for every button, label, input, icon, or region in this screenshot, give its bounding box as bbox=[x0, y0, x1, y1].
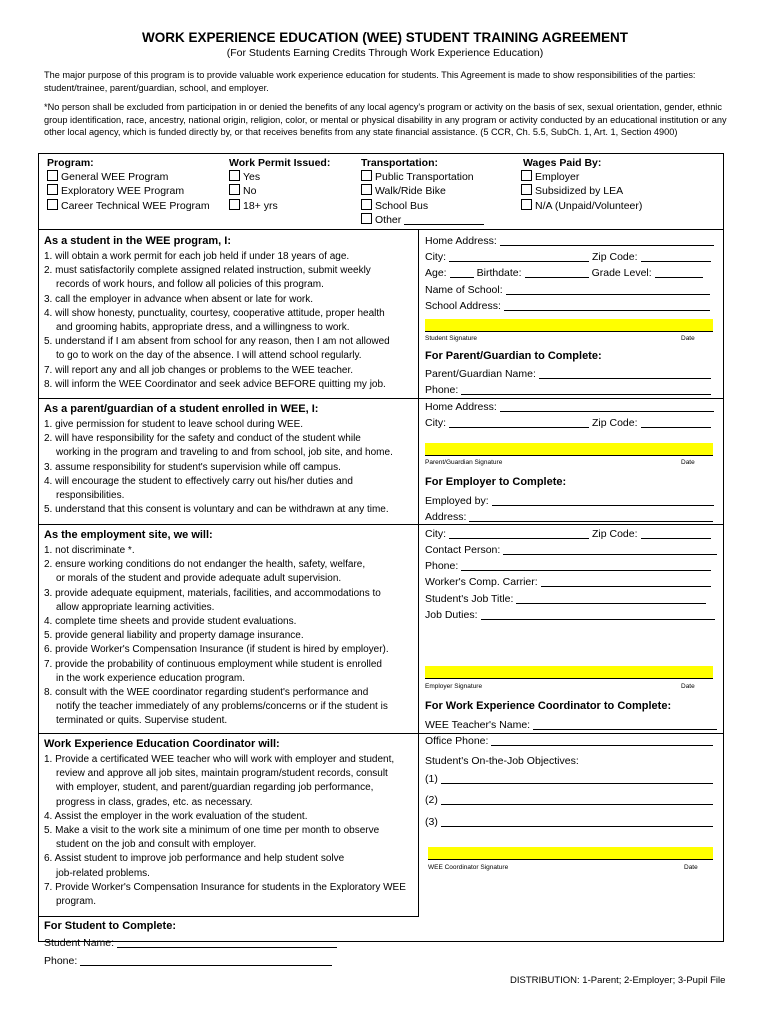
transportation-heading: Transportation: bbox=[361, 157, 439, 169]
student-age-input[interactable] bbox=[450, 266, 474, 278]
parent-name-input[interactable] bbox=[539, 367, 711, 379]
student-name-input[interactable] bbox=[117, 936, 337, 948]
list-item: 1. Provide a certificated WEE teacher who will work with employer and student, bbox=[44, 754, 395, 765]
coordinator-heading: Work Experience Education Coordinator will: bbox=[44, 738, 280, 750]
permit-18plus-checkbox[interactable] bbox=[229, 199, 240, 210]
school-address-input[interactable] bbox=[504, 299, 710, 311]
permit-yes-checkbox[interactable] bbox=[229, 170, 240, 181]
objective-3-input[interactable] bbox=[441, 815, 713, 827]
list-item: 5. Make a visit to the work site a minimum of one time per month to observe bbox=[44, 825, 380, 837]
student-heading: As a student in the WEE program, I: bbox=[44, 235, 232, 247]
employer-section bbox=[44, 529, 416, 729]
comp-carrier-input[interactable] bbox=[541, 575, 711, 587]
employer-address-input[interactable] bbox=[469, 510, 713, 522]
employer-zip-input[interactable] bbox=[641, 527, 711, 539]
list-item: in the work experience education program. bbox=[56, 672, 245, 684]
student-complete-heading: For Student to Complete: bbox=[44, 920, 176, 932]
list-item: program. bbox=[56, 896, 97, 908]
teacher-name-input[interactable] bbox=[533, 718, 717, 730]
program-options: Program: General WEE Program Exploratory WEE Program Career Technical WEE Program bbox=[47, 156, 227, 213]
program-general-checkbox[interactable] bbox=[47, 170, 58, 181]
list-item: review and approve all job sites, maintain program/student records, consult bbox=[56, 768, 388, 780]
distribution-note: DISTRIBUTION: 1-Parent; 2-Employer; 3-Pupil File bbox=[510, 975, 726, 986]
wages-heading: Wages Paid By: bbox=[523, 157, 602, 169]
list-item: terminated or quits. Supervise student. bbox=[56, 715, 228, 727]
parent-complete-heading: For Parent/Guardian to Complete: bbox=[425, 350, 602, 362]
list-item: responsibilities. bbox=[56, 490, 125, 502]
school-name-input[interactable] bbox=[506, 283, 710, 295]
purpose-paragraph: The major purpose of this program is to provide valuable work experience education for students. This Agreement is made to show responsibilities of the parties: student/trainee, parent/guardian, school, and employer. bbox=[44, 70, 696, 93]
parent-signature-field[interactable] bbox=[425, 443, 713, 456]
list-item: 3. call the employer in advance when absent or late for work. bbox=[44, 293, 314, 305]
objective-1-input[interactable] bbox=[441, 772, 713, 784]
job-duties-input[interactable] bbox=[481, 608, 715, 620]
wages-employer-checkbox[interactable] bbox=[521, 170, 532, 181]
transport-other-input[interactable] bbox=[404, 213, 484, 225]
list-item: 5. understand if I am absent from school for any reason, then I am not allowed bbox=[44, 336, 390, 348]
transport-other-checkbox[interactable] bbox=[361, 213, 372, 224]
work-permit-heading: Work Permit Issued: bbox=[229, 157, 331, 169]
wages-options: Wages Paid By: Employer Subsidized by LEA N/A (Unpaid/Volunteer) bbox=[521, 156, 711, 213]
student-zip-input[interactable] bbox=[641, 250, 711, 262]
list-item: 5. provide general liability and property damage insurance. bbox=[44, 630, 304, 642]
parent-phone-input[interactable] bbox=[461, 383, 711, 395]
list-item: notify the teacher immediately of any problems/concerns or if the student is bbox=[56, 701, 388, 713]
nondiscrimination-paragraph: *No person shall be excluded from participation in or denied the benefits of any local agency's program or activity on the basis of sex, sexual orientation, gender, ethnic group identification, race, ancestry, national origin, religion, color, or mental or physical disability in any program or activity conducted by an educational institution or any other local agency, which is funded directly by, or that receives benefits from any state financial assistance. (5 CCR, Ch. 5.5, SubCh. 1, Art. 1, Section 4900) bbox=[44, 102, 727, 138]
objective-2-input[interactable] bbox=[441, 793, 713, 805]
student-birthdate-input[interactable] bbox=[525, 266, 589, 278]
employer-city-input[interactable] bbox=[449, 527, 589, 539]
parent-heading: As a parent/guardian of a student enrolled in WEE, I: bbox=[44, 403, 319, 415]
list-item: 8. will inform the WEE Coordinator and seek advice BEFORE quitting my job. bbox=[44, 378, 386, 390]
page-title: WORK EXPERIENCE EDUCATION (WEE) STUDENT TRAINING AGREEMENT bbox=[141, 30, 628, 45]
student-complete-section: For Student to Complete: Student Name: Phone: bbox=[44, 920, 416, 967]
student-signature-field[interactable] bbox=[425, 319, 713, 332]
list-item: job-related problems. bbox=[56, 867, 150, 879]
program-heading: Program: bbox=[47, 157, 94, 169]
coordinator-signature-field[interactable] bbox=[428, 847, 713, 860]
list-item: 4. will encourage the student to effectively carry out his/her duties and bbox=[44, 475, 353, 487]
employer-complete-heading: For Employer to Complete: bbox=[425, 476, 567, 488]
parent-section bbox=[44, 403, 416, 517]
list-item: or morals of the student and provide adequate adult supervision. bbox=[56, 573, 342, 585]
parent-home-address-input[interactable] bbox=[500, 400, 714, 412]
list-item: and grooming habits, appropriate dress, and a willingness to work. bbox=[56, 322, 350, 334]
transport-walk-bike-checkbox[interactable] bbox=[361, 184, 372, 195]
employer-heading: As the employment site, we will: bbox=[44, 529, 213, 541]
list-item: allow appropriate learning activities. bbox=[56, 601, 215, 613]
job-title-input[interactable] bbox=[516, 592, 706, 604]
transportation-options: Transportation: Public Transportation Walk/Ride Bike School Bus Other bbox=[361, 156, 521, 227]
student-section bbox=[44, 235, 416, 392]
list-item: 3. assume responsibility for student's supervision while off campus. bbox=[44, 461, 341, 473]
list-item: 3. provide adequate equipment, materials, facilities, and accommodations to bbox=[44, 587, 381, 599]
transport-public-checkbox[interactable] bbox=[361, 170, 372, 181]
objectives-label: Student's On-the-Job Objectives: bbox=[425, 755, 579, 767]
employer-signature-field[interactable] bbox=[425, 666, 713, 679]
employed-by-input[interactable] bbox=[492, 494, 714, 506]
list-item: 7. Provide Worker's Compensation Insurance for students in the Exploratory WEE bbox=[44, 881, 406, 893]
list-item: 7. will report any and all job changes or problems to the WEE teacher. bbox=[44, 364, 354, 376]
list-item: 4. complete time sheets and provide student evaluations. bbox=[44, 616, 297, 628]
coordinator-complete-heading: For Work Experience Coordinator to Complete: bbox=[425, 700, 672, 712]
list-item: 4. will show honesty, punctuality, courtesy, cooperative attitude, proper health bbox=[44, 307, 385, 319]
list-item: student on the job and consult with employer. bbox=[56, 839, 257, 851]
list-item: 6. provide Worker's Compensation Insurance (if student is hired by employer). bbox=[44, 644, 389, 656]
list-item: to go to work on the day of the absence. I will attend school regularly. bbox=[56, 350, 362, 362]
work-permit-options: Work Permit Issued: Yes No 18+ yrs bbox=[229, 156, 359, 213]
list-item: 2. will have responsibility for the safety and conduct of the student while bbox=[44, 433, 361, 445]
program-exploratory-checkbox[interactable] bbox=[47, 184, 58, 195]
parent-zip-input[interactable] bbox=[641, 416, 711, 428]
wages-lea-checkbox[interactable] bbox=[521, 184, 532, 195]
list-item: 6. Assist student to improve job performance and help student solve bbox=[44, 853, 345, 865]
list-item: with employer, student, and parent/guardian regarding job performance, bbox=[56, 782, 374, 794]
list-item: 5. understand that this consent is voluntary and can be withdrawn at any time. bbox=[44, 504, 389, 516]
list-item: 1. will obtain a work permit for each job held if under 18 years of age. bbox=[44, 251, 350, 262]
contact-person-input[interactable] bbox=[503, 543, 717, 555]
list-item: 8. consult with the WEE coordinator regarding student's performance and bbox=[44, 687, 369, 699]
list-item: 1. give permission for student to leave school during WEE. bbox=[44, 419, 304, 430]
page-subtitle: (For Students Earning Credits Through Work Experience Education) bbox=[226, 47, 544, 59]
permit-no-checkbox[interactable] bbox=[229, 184, 240, 195]
list-item: progress in class, grades, etc. as necessary. bbox=[56, 796, 253, 808]
list-item: 2. ensure working conditions do not endanger the health, safety, welfare, bbox=[44, 559, 366, 571]
program-career-technical-checkbox[interactable] bbox=[47, 199, 58, 210]
student-home-address-input[interactable] bbox=[500, 234, 714, 246]
list-item: 2. must satisfactorily complete assigned related instruction, submit weekly bbox=[44, 265, 371, 277]
wages-na-checkbox[interactable] bbox=[521, 199, 532, 210]
student-city-input[interactable] bbox=[449, 250, 589, 262]
list-item: 4. Assist the employer in the work evaluation of the student. bbox=[44, 810, 308, 822]
student-grade-input[interactable] bbox=[655, 266, 703, 278]
list-item: working in the program and traveling to and from school, job site, and home. bbox=[56, 447, 393, 459]
list-item: records of work hours, and follow all policies of this program. bbox=[56, 279, 324, 291]
student-phone-input[interactable] bbox=[80, 954, 332, 966]
transport-school-bus-checkbox[interactable] bbox=[361, 199, 372, 210]
list-item: 7. provide the probability of continuous employment while student is enrolled bbox=[44, 658, 382, 670]
employer-phone-input[interactable] bbox=[461, 559, 711, 571]
coordinator-section bbox=[44, 738, 416, 909]
office-phone-input[interactable] bbox=[491, 734, 713, 746]
parent-city-input[interactable] bbox=[449, 416, 589, 428]
list-item: 1. not discriminate *. bbox=[44, 545, 135, 556]
